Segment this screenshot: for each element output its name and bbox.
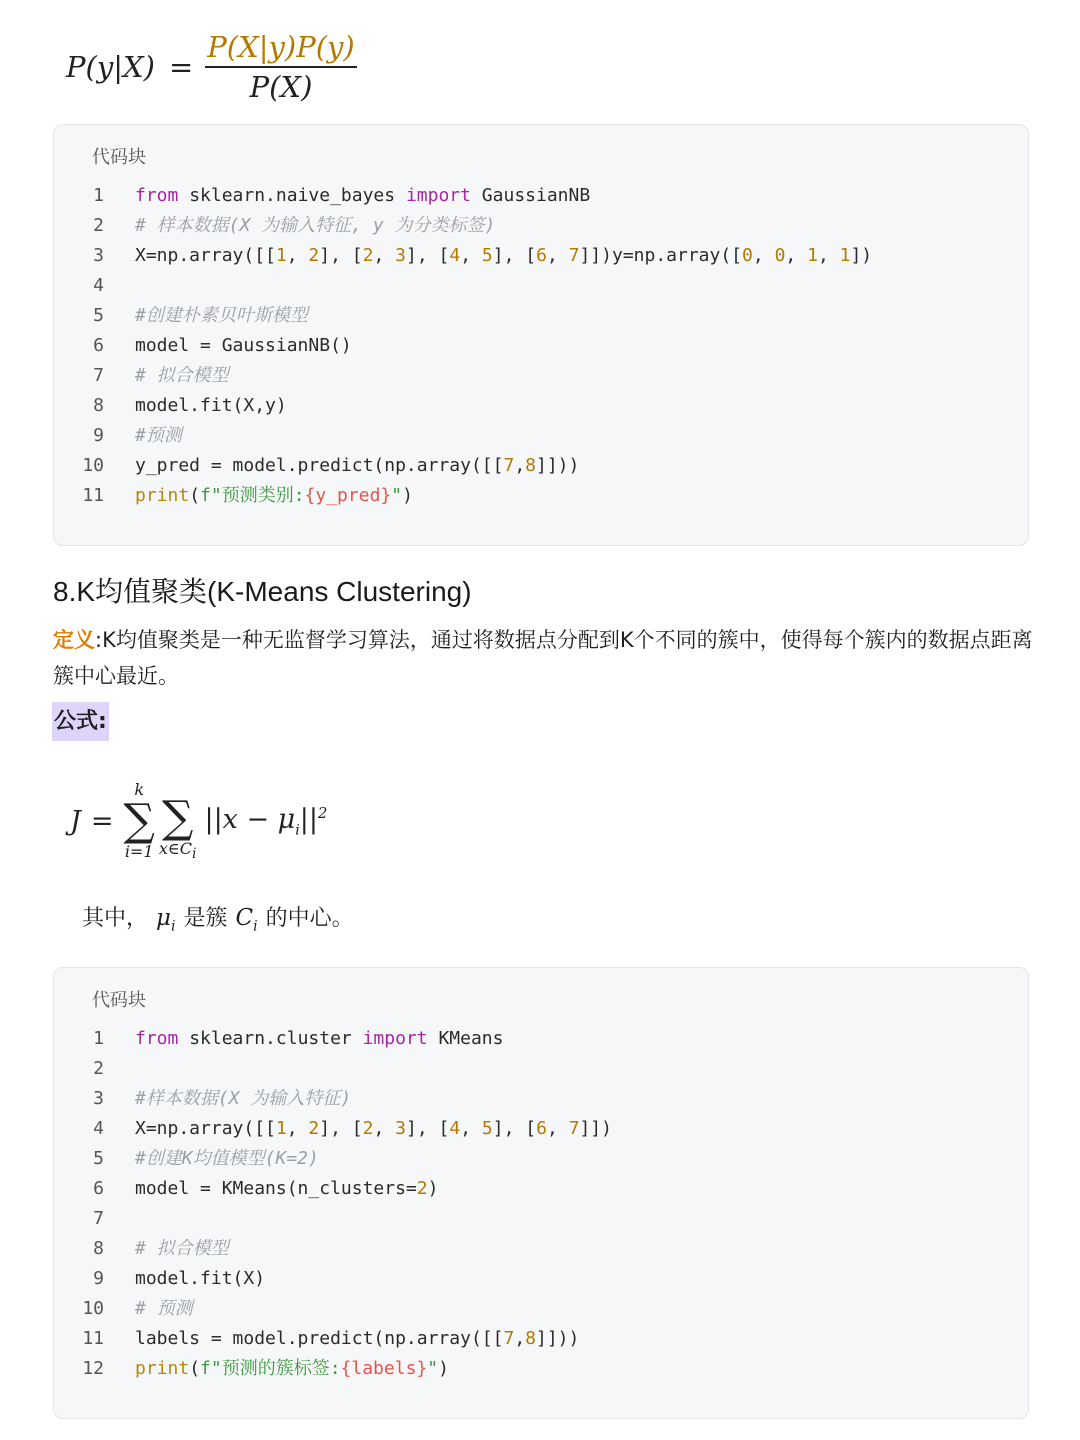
line-number: 4 <box>93 1118 104 1139</box>
code-text <box>135 1114 612 1144</box>
code-token: 6 <box>536 1118 547 1139</box>
code-token: sklearn.cluster <box>178 1028 363 1049</box>
code-token: ], [ <box>406 245 450 266</box>
code-token: {y_pred} <box>304 485 392 506</box>
code-token: # 样本数据(X 为输入特征, y 为分类标签) <box>135 215 496 236</box>
mu-symbol: $\mu_i$ <box>156 905 176 935</box>
line-number: 2 <box>93 1058 104 1079</box>
code-line <box>54 1234 612 1264</box>
code-token: 0 <box>742 245 753 266</box>
sigma-symbol: ∑ <box>161 792 194 844</box>
line-number: 5 <box>93 305 104 326</box>
code-token: ) <box>427 1178 439 1199</box>
code-line <box>54 1324 612 1354</box>
line-number: 8 <box>93 395 104 416</box>
code-text <box>135 481 413 511</box>
code-token: " <box>427 1358 439 1379</box>
code-token: model.fit(X,y) <box>135 395 287 416</box>
code-token: 4 <box>449 1118 461 1139</box>
code-text <box>135 241 872 271</box>
code-line <box>54 1024 612 1054</box>
code-text <box>135 451 579 481</box>
code-token: , <box>546 1118 569 1139</box>
code-line <box>54 181 872 211</box>
line-number: 2 <box>93 215 104 236</box>
code-token: # 拟合模型 <box>135 365 229 386</box>
code-token: ]])) <box>536 1328 580 1349</box>
line-number: 7 <box>93 1208 104 1229</box>
code-text <box>135 1354 449 1384</box>
code-line <box>54 331 872 361</box>
code-token: 7 <box>503 1328 515 1349</box>
code-line <box>54 1264 612 1294</box>
code-text <box>135 1264 265 1294</box>
code-token: ]])y=np.array([ <box>579 245 743 266</box>
code-token: labels = model.predict(np.array([[ <box>135 1328 504 1349</box>
code-token: , <box>546 245 569 266</box>
line-number: 9 <box>93 1268 104 1289</box>
code-token: 7 <box>503 455 515 476</box>
code-token: " <box>391 485 403 506</box>
code-token: model.fit(X) <box>135 1268 266 1289</box>
code-line <box>54 421 872 451</box>
code-line <box>54 211 872 241</box>
code-token: 1 <box>275 1118 287 1139</box>
code-token: #样本数据(X 为输入特征) <box>135 1088 352 1109</box>
code-token: , <box>286 245 309 266</box>
code-text <box>135 211 495 241</box>
code-token: GaussianNB <box>470 185 591 206</box>
code-token: ], [ <box>492 1118 537 1139</box>
code-token: #创建朴素贝叶斯模型 <box>135 305 308 326</box>
formula-equals: = <box>168 50 194 84</box>
code-line <box>54 1144 612 1174</box>
bayes-formula <box>66 30 357 104</box>
code-token: ], [ <box>492 245 537 266</box>
code-token: KMeans <box>427 1028 504 1049</box>
code-text <box>135 1294 193 1324</box>
code-text <box>135 1324 579 1354</box>
line-number: 5 <box>93 1148 104 1169</box>
code-token: # 预测 <box>135 1298 193 1319</box>
definition-paragraph <box>53 622 1033 694</box>
code-token: f"预测类别: <box>200 485 305 506</box>
code-line <box>54 361 872 391</box>
code-text <box>135 361 229 391</box>
code-token: 8 <box>525 455 536 476</box>
code-token: 5 <box>481 1118 493 1139</box>
code-token: model = KMeans(n_clusters= <box>135 1178 417 1199</box>
kmeans-equals: = <box>90 805 114 837</box>
code-token: X=np.array([[ <box>135 245 276 266</box>
code-text <box>135 331 352 361</box>
sum-upper-limit: k <box>134 780 145 799</box>
line-number: 11 <box>82 1328 104 1349</box>
code-token: 2 <box>308 245 320 266</box>
code-token: , <box>752 245 775 266</box>
code-text <box>135 1234 229 1264</box>
code-block-naive-bayes <box>53 124 1029 546</box>
code-text <box>135 421 182 451</box>
code-line <box>54 1354 612 1384</box>
code-token: 1 <box>807 245 818 266</box>
formula-denominator: P(X) <box>249 70 313 104</box>
line-number: 7 <box>93 365 104 386</box>
code-token: y_pred = model.predict(np.array([[ <box>135 455 504 476</box>
section-heading: 8.K均值聚类(K-Means Clustering) <box>53 576 472 607</box>
code-token: {labels} <box>340 1358 428 1379</box>
line-number: 6 <box>93 335 104 356</box>
code-token: , <box>514 455 526 476</box>
code-line <box>54 1174 612 1204</box>
definition-label: 定义 <box>53 628 95 652</box>
code-token: , <box>373 1118 396 1139</box>
code-line <box>54 301 872 331</box>
code-text <box>135 1144 319 1174</box>
line-number: 12 <box>82 1358 104 1379</box>
code-line <box>54 481 872 511</box>
line-number: 3 <box>93 245 104 266</box>
code-block-kmeans <box>53 967 1029 1419</box>
formula-label: 公式: <box>52 702 109 741</box>
code-line <box>54 391 872 421</box>
code-line <box>54 1084 612 1114</box>
code-token: 7 <box>568 245 580 266</box>
sum-lower-limit: $x\in C_i$ <box>158 839 197 863</box>
code-line <box>54 1294 612 1324</box>
code-text <box>135 391 287 421</box>
code-block-title: 代码块 <box>92 990 146 1011</box>
kmeans-lhs: J <box>70 805 81 837</box>
code-token: print <box>135 1358 190 1379</box>
code-token: #预测 <box>135 425 182 446</box>
code-token: 0 <box>774 245 786 266</box>
code-token: 2 <box>362 1118 374 1139</box>
line-number: 8 <box>93 1238 104 1259</box>
code-text <box>135 1084 351 1114</box>
code-token: ( <box>189 1358 201 1379</box>
code-line <box>54 451 872 481</box>
sigma-symbol: ∑ <box>123 795 155 846</box>
code-token: , <box>460 1118 482 1139</box>
definition-text: K均值聚类是一种无监督学习算法，通过将数据点分配到K个不同的簇中，使得每个簇内的数据点距离簇中心最近。 <box>53 628 1033 688</box>
code-line <box>54 271 872 301</box>
code-token: ]) <box>850 245 873 266</box>
code-token: ) <box>438 1358 449 1379</box>
code-token: , <box>817 245 840 266</box>
code-text <box>135 181 590 211</box>
kmeans-formula <box>70 776 327 866</box>
code-token: import <box>405 185 471 206</box>
code-token: , <box>460 245 482 266</box>
code-token: 3 <box>395 1118 406 1139</box>
formula-numerator: P(X|y)P(y) <box>207 30 355 64</box>
code-token: from <box>135 1028 179 1049</box>
line-number: 1 <box>93 1028 104 1049</box>
code-token: 5 <box>481 245 493 266</box>
code-line <box>54 241 872 271</box>
code-line <box>54 1054 612 1084</box>
sum-over-points <box>159 778 197 863</box>
line-number: 10 <box>82 1298 104 1319</box>
code-token: ]])) <box>536 455 580 476</box>
definition-colon: : <box>95 628 103 652</box>
line-number: 6 <box>93 1178 104 1199</box>
code-token: 2 <box>308 1118 320 1139</box>
line-number: 3 <box>93 1088 104 1109</box>
code-token: #创建K均值模型(K=2) <box>135 1148 319 1169</box>
line-number: 9 <box>93 425 104 446</box>
norm-term: $||x - \mu_i||^2$ <box>204 803 328 839</box>
line-number: 4 <box>93 275 104 296</box>
code-token: 2 <box>362 245 374 266</box>
code-token: 8 <box>525 1328 536 1349</box>
sum-lower-limit: i=1 <box>124 842 154 861</box>
code-token: model = GaussianNB() <box>135 335 352 356</box>
code-token: ) <box>402 485 413 506</box>
code-token: 1 <box>275 245 287 266</box>
code-token: ], [ <box>319 245 363 266</box>
code-token: sklearn.naive_bayes <box>178 185 406 206</box>
sum-over-clusters <box>123 781 154 861</box>
code-token: X=np.array([[ <box>135 1118 276 1139</box>
code-token: , <box>286 1118 309 1139</box>
code-token: ]]) <box>579 1118 612 1139</box>
code-token: 4 <box>449 245 461 266</box>
code-line <box>54 1204 612 1234</box>
formula-note: 其中， $\mu_i$ 是簇 $C_i$ 的中心。 <box>82 905 354 935</box>
code-token: , <box>785 245 808 266</box>
code-text <box>135 301 308 331</box>
code-token: from <box>135 185 179 206</box>
code-text <box>135 1024 503 1054</box>
code-token: ], [ <box>406 1118 450 1139</box>
code-token: print <box>135 485 190 506</box>
code-block-title: 代码块 <box>92 147 146 168</box>
code-line <box>54 1114 612 1144</box>
formula-lhs: P(y|X) <box>66 50 155 84</box>
code-token: 3 <box>395 245 406 266</box>
code-token: f"预测的簇标签: <box>200 1358 341 1379</box>
code-text <box>135 1174 438 1204</box>
code-token: , <box>373 245 396 266</box>
code-token: import <box>362 1028 428 1049</box>
code-lines <box>54 1024 612 1384</box>
line-number: 11 <box>82 485 104 506</box>
line-number: 10 <box>82 455 104 476</box>
code-token: 6 <box>536 245 547 266</box>
line-number: 1 <box>93 185 104 206</box>
code-token: 2 <box>416 1178 428 1199</box>
code-token: 7 <box>568 1118 580 1139</box>
code-lines <box>54 181 872 511</box>
code-token: 1 <box>839 245 851 266</box>
code-token: # 拟合模型 <box>135 1238 229 1259</box>
code-token: , <box>514 1328 526 1349</box>
code-token: ], [ <box>319 1118 363 1139</box>
cluster-symbol: $C_i$ <box>235 905 258 935</box>
code-token: ( <box>189 485 201 506</box>
formula-fraction <box>205 30 356 104</box>
